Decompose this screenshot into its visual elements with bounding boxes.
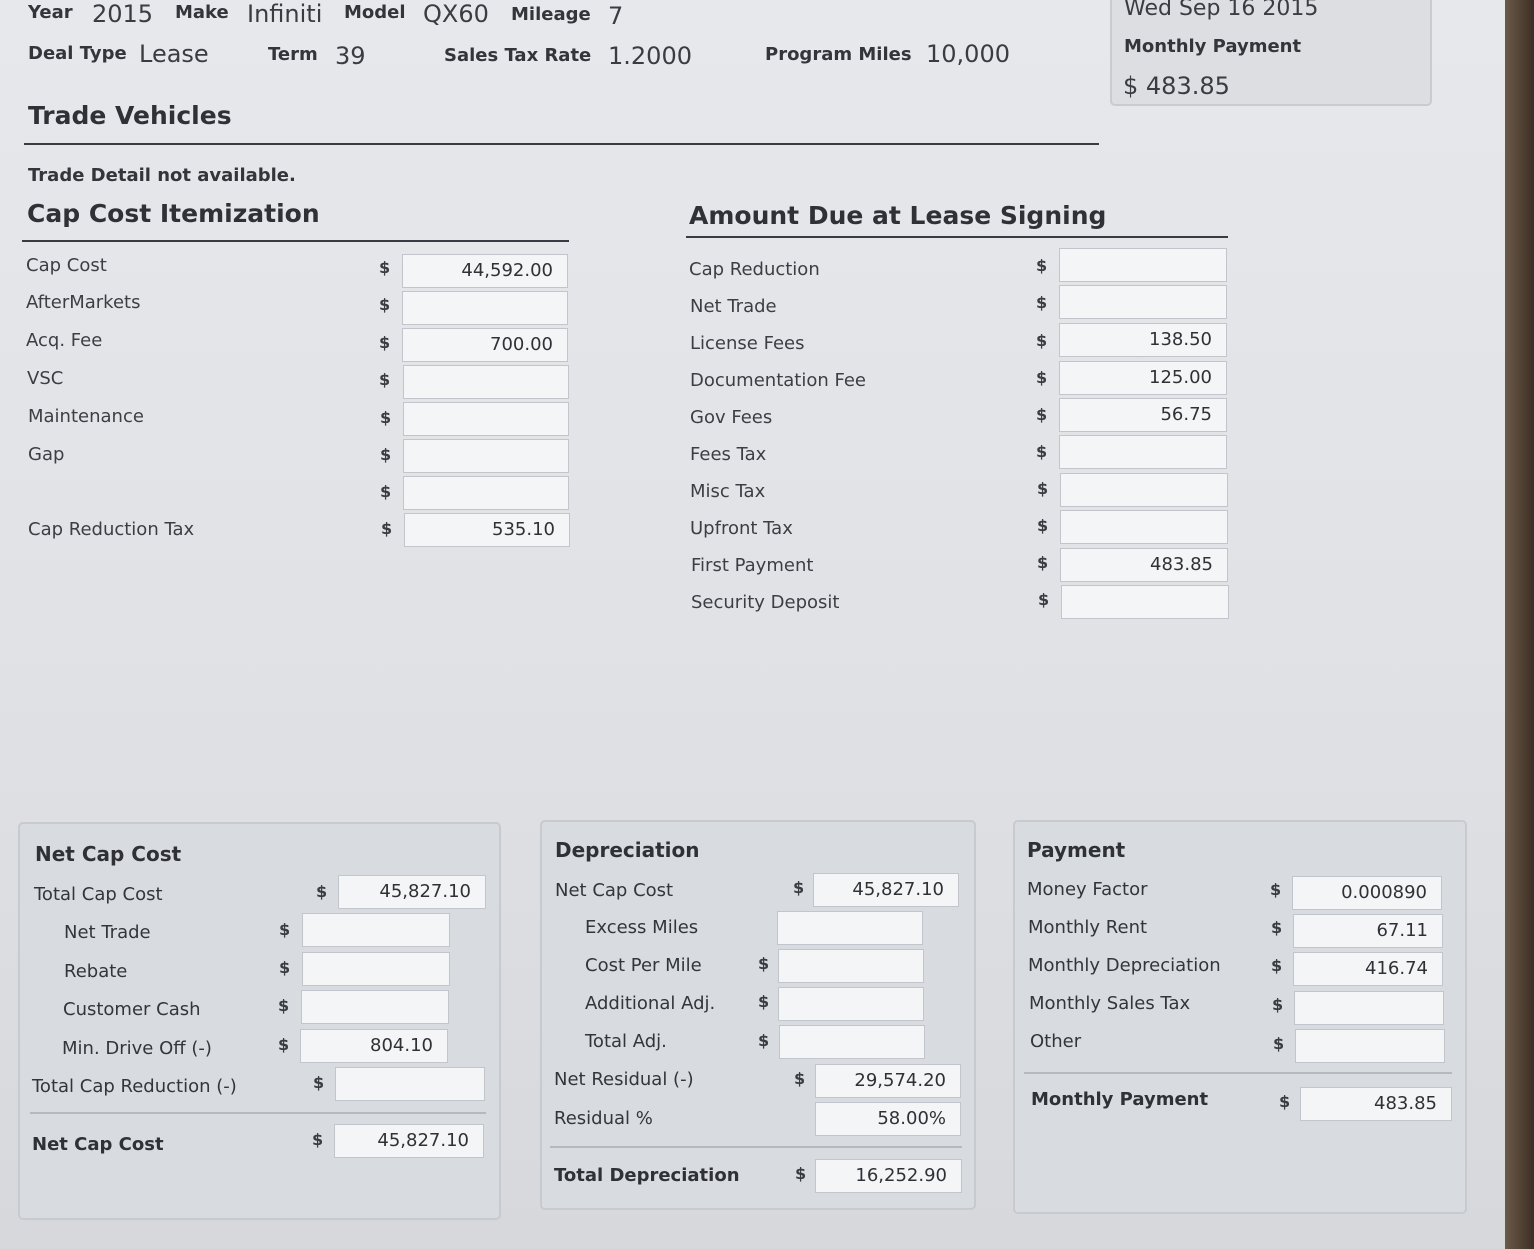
- dollar-sign: $: [1279, 1092, 1291, 1111]
- dollar-sign: $: [1036, 368, 1048, 387]
- cap-cost-row-label: Cap Cost: [26, 255, 107, 276]
- dollar-sign: $: [1037, 553, 1049, 572]
- monthly-payment-value: $ 483.85: [1123, 72, 1230, 100]
- total-depreciation-label: Total Depreciation: [554, 1165, 740, 1186]
- trade-divider: [24, 143, 1099, 145]
- ncc-net-trade-field[interactable]: [302, 913, 450, 947]
- dollar-sign: $: [1271, 918, 1283, 937]
- min-drive-off-label: Min. Drive Off (-): [62, 1038, 212, 1059]
- payment-divider: [1024, 1072, 1452, 1074]
- net-residual-label: Net Residual (-): [554, 1069, 694, 1090]
- license-fees-field[interactable]: 138.50: [1059, 323, 1227, 357]
- misc-tax-field[interactable]: [1060, 473, 1228, 507]
- ncc-divider: [30, 1112, 486, 1114]
- payment-monthly-payment-field[interactable]: 483.85: [1300, 1087, 1452, 1121]
- dollar-sign: $: [795, 1164, 807, 1183]
- excess-miles-field[interactable]: [777, 911, 923, 945]
- monthly-payment-label: Monthly Payment: [1124, 36, 1302, 57]
- dep-net-cap-cost-label: Net Cap Cost: [555, 880, 674, 901]
- dollar-sign: $: [380, 408, 392, 427]
- rebate-label: Rebate: [64, 961, 128, 982]
- min-drive-off-field[interactable]: 804.10: [300, 1029, 448, 1063]
- fees-tax-field[interactable]: [1059, 435, 1227, 469]
- payment-monthly-payment-label: Monthly Payment: [1031, 1089, 1209, 1110]
- make-value: Infiniti: [247, 0, 323, 28]
- sales-tax-rate-label: Sales Tax Rate: [444, 45, 592, 66]
- dollar-sign: $: [379, 258, 391, 277]
- ncc-net-trade-label: Net Trade: [64, 922, 151, 943]
- gov-fees-field[interactable]: 56.75: [1059, 398, 1227, 432]
- gov-fees-row-label: Gov Fees: [690, 407, 773, 428]
- term-value: 39: [335, 42, 366, 70]
- term-label: Term: [268, 44, 318, 65]
- deal-type-label: Deal Type: [28, 43, 127, 64]
- monthly-sales-tax-field[interactable]: [1294, 991, 1444, 1025]
- aftermarkets-field[interactable]: [402, 291, 568, 325]
- dollar-sign: $: [1270, 880, 1282, 899]
- year-label: Year: [28, 2, 73, 23]
- additional-adj-label: Additional Adj.: [585, 993, 716, 1014]
- dep-divider: [550, 1146, 962, 1148]
- print-date: Wed Sep 16 2015: [1124, 0, 1319, 21]
- dollar-sign: $: [1273, 1034, 1285, 1053]
- aftermarkets-row-label: AfterMarkets: [26, 292, 141, 313]
- security-deposit-field[interactable]: [1061, 585, 1229, 619]
- monthly-rent-field[interactable]: 67.11: [1293, 914, 1443, 948]
- total-cap-reduction-field[interactable]: [335, 1067, 485, 1101]
- cap-cost-divider: [22, 240, 569, 242]
- dep-net-cap-cost-field[interactable]: 45,827.10: [813, 873, 959, 907]
- trade-vehicles-title: Trade Vehicles: [28, 101, 232, 130]
- net-cap-cost-total-label: Net Cap Cost: [32, 1134, 164, 1155]
- dollar-sign: $: [1036, 442, 1048, 461]
- dollar-sign: $: [1038, 590, 1050, 609]
- net-cap-cost-panel-title: Net Cap Cost: [35, 842, 182, 866]
- desk-edge: [1505, 0, 1534, 1249]
- customer-cash-field[interactable]: [301, 990, 449, 1024]
- dollar-sign: $: [794, 1069, 806, 1088]
- money-factor-field[interactable]: 0.000890: [1292, 876, 1442, 910]
- gap-row-label: Gap: [28, 444, 65, 465]
- total-cap-cost-label: Total Cap Cost: [34, 884, 163, 905]
- year-value: 2015: [92, 0, 154, 28]
- dollar-sign: $: [758, 954, 770, 973]
- dollar-sign: $: [379, 295, 391, 314]
- cost-per-mile-label: Cost Per Mile: [585, 955, 702, 976]
- model-label: Model: [344, 2, 406, 23]
- dollar-sign: $: [1036, 405, 1048, 424]
- net-trade-field[interactable]: [1059, 285, 1227, 319]
- dollar-sign: $: [380, 482, 392, 501]
- trade-note: Trade Detail not available.: [28, 165, 296, 186]
- monthly-rent-label: Monthly Rent: [1028, 917, 1148, 938]
- acq-fee-row-label: Acq. Fee: [26, 330, 103, 351]
- program-miles-value: 10,000: [926, 40, 1010, 68]
- rebate-field[interactable]: [302, 952, 450, 986]
- acq-fee-field[interactable]: 700.00: [402, 328, 568, 362]
- dollar-sign: $: [278, 1035, 290, 1054]
- fees-tax-row-label: Fees Tax: [690, 444, 767, 465]
- maintenance-field[interactable]: [403, 402, 569, 436]
- mileage-value: 7: [608, 2, 624, 30]
- monthly-depreciation-field[interactable]: 416.74: [1293, 952, 1443, 986]
- dollar-sign: $: [793, 878, 805, 897]
- net-cap-cost-total-field[interactable]: 45,827.10: [334, 1124, 484, 1158]
- deal-type-value: Lease: [139, 40, 209, 68]
- dollar-sign: $: [312, 1130, 324, 1149]
- make-label: Make: [175, 2, 229, 23]
- total-cap-cost-field[interactable]: 45,827.10: [338, 875, 486, 909]
- depreciation-panel-title: Depreciation: [555, 838, 700, 862]
- vsc-row-label: VSC: [27, 368, 64, 389]
- residual-pct-field[interactable]: 58.00%: [815, 1102, 961, 1136]
- documentation-fee-field[interactable]: 125.00: [1059, 361, 1227, 395]
- license-fees-row-label: License Fees: [690, 333, 805, 354]
- cap-reduction-tax-row-label: Cap Reduction Tax: [28, 519, 195, 540]
- dollar-sign: $: [758, 1031, 770, 1050]
- total-adj-label: Total Adj.: [585, 1031, 667, 1052]
- dollar-sign: $: [1272, 995, 1284, 1014]
- dollar-sign: $: [1037, 516, 1049, 535]
- other-label: Other: [1030, 1031, 1082, 1052]
- dollar-sign: $: [1036, 331, 1048, 350]
- dollar-sign: $: [380, 445, 392, 464]
- cap-cost-itemization-title: Cap Cost Itemization: [27, 199, 320, 228]
- mileage-label: Mileage: [511, 4, 591, 25]
- dollar-sign: $: [313, 1073, 325, 1092]
- first-payment-field[interactable]: 483.85: [1060, 548, 1228, 582]
- sales-tax-rate-value: 1.2000: [608, 42, 692, 70]
- cap-reduction-field[interactable]: [1059, 248, 1227, 282]
- documentation-fee-row-label: Documentation Fee: [690, 370, 867, 391]
- monthly-depreciation-label: Monthly Depreciation: [1028, 955, 1221, 976]
- upfront-tax-field[interactable]: [1060, 510, 1228, 544]
- dollar-sign: $: [381, 519, 393, 538]
- maintenance-row-label: Maintenance: [28, 406, 144, 427]
- excess-miles-label: Excess Miles: [585, 917, 699, 938]
- additional-adj-field[interactable]: [778, 987, 924, 1021]
- net-residual-field[interactable]: 29,574.20: [815, 1064, 961, 1098]
- dollar-sign: $: [1036, 293, 1048, 312]
- misc-tax-row-label: Misc Tax: [690, 481, 766, 502]
- model-value: QX60: [423, 0, 489, 28]
- dollar-sign: $: [279, 958, 291, 977]
- dollar-sign: $: [279, 920, 291, 939]
- total-adj-field[interactable]: [779, 1025, 925, 1059]
- money-factor-label: Money Factor: [1027, 879, 1148, 900]
- program-miles-label: Program Miles: [765, 44, 912, 65]
- dollar-sign: $: [758, 992, 770, 1011]
- dollar-sign: $: [1037, 479, 1049, 498]
- dollar-sign: $: [278, 996, 290, 1015]
- net-trade-row-label: Net Trade: [690, 296, 777, 317]
- other-field[interactable]: [1295, 1029, 1445, 1063]
- gap-field[interactable]: [403, 439, 569, 473]
- total-depreciation-field[interactable]: 16,252.90: [815, 1159, 962, 1193]
- total-cap-reduction-label: Total Cap Reduction (-): [32, 1076, 237, 1097]
- dollar-sign: $: [1271, 956, 1283, 975]
- payment-panel-title: Payment: [1027, 838, 1126, 862]
- cap-reduction-tax-field[interactable]: 535.10: [404, 513, 570, 547]
- residual-pct-label: Residual %: [554, 1108, 653, 1129]
- dollar-sign: $: [316, 882, 328, 901]
- unlabeled-field[interactable]: [403, 476, 569, 510]
- monthly-sales-tax-label: Monthly Sales Tax: [1029, 993, 1191, 1014]
- dollar-sign: $: [1036, 256, 1048, 275]
- vsc-field[interactable]: [403, 365, 569, 399]
- cost-per-mile-field[interactable]: [778, 949, 924, 983]
- first-payment-row-label: First Payment: [691, 555, 814, 576]
- cap-reduction-row-label: Cap Reduction: [689, 259, 820, 280]
- amount-due-title: Amount Due at Lease Signing: [689, 201, 1107, 230]
- cap-cost-field[interactable]: 44,592.00: [402, 254, 568, 288]
- upfront-tax-row-label: Upfront Tax: [690, 518, 793, 539]
- customer-cash-label: Customer Cash: [63, 999, 201, 1020]
- security-deposit-row-label: Security Deposit: [691, 592, 840, 613]
- amount-due-divider: [686, 236, 1228, 238]
- dollar-sign: $: [379, 333, 391, 352]
- dollar-sign: $: [379, 370, 391, 389]
